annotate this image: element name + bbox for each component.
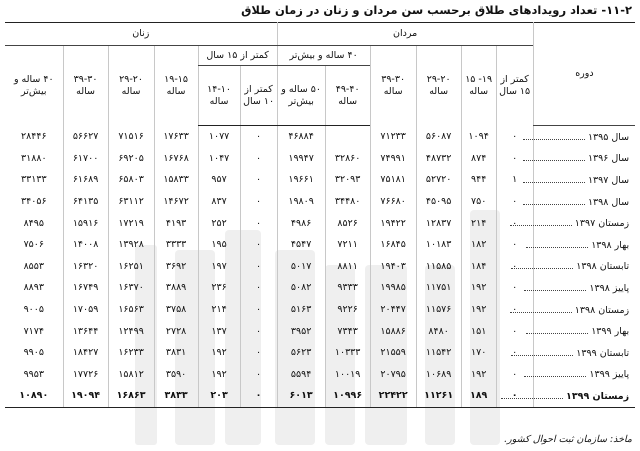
header-men-15-19: ۱۹- ۱۵ ساله	[461, 46, 496, 126]
men-value-cell: ۰	[496, 320, 533, 342]
period-label: بهار ۱۳۹۹	[591, 326, 630, 338]
men-value-cell: ۱۱۷۵۱	[416, 277, 461, 299]
period-cell	[533, 277, 635, 299]
men-value-cell: ۲۱۵۵۹	[370, 342, 416, 364]
women-value-cell: ۱۰۴۷	[198, 148, 240, 170]
women-value-cell: ۷۱۵۱۶	[108, 126, 154, 148]
women-value-cell: ۱۶۵۶۳	[108, 299, 154, 321]
women-value-cell: ۱۴۶۷۲	[154, 191, 198, 213]
men-value-cell: ۱۹۲	[461, 277, 496, 299]
period-cell	[533, 342, 635, 364]
women-value-cell: ۰	[240, 234, 277, 256]
women-value-cell: ۰	[240, 191, 277, 213]
table-row	[5, 126, 635, 148]
header-men: مردان	[277, 23, 533, 46]
men-value-cell: ۱۰۹۴	[461, 126, 496, 148]
header-women-20-29: ۲۹-۲۰ ساله	[108, 46, 154, 126]
men-value-cell: ۱۶۸۴۵	[370, 234, 416, 256]
men-value-cell: ۵۱۶۳	[277, 299, 325, 321]
women-value-cell: ۰	[240, 320, 277, 342]
header-men-40-plus: ۴۰ ساله و بیش‌تر	[277, 46, 370, 66]
period-label: زمستان ۱۳۹۹	[566, 390, 630, 402]
men-value-cell: ۱۱۵۷۶	[416, 299, 461, 321]
period-label: سال ۱۳۹۶	[587, 153, 630, 165]
period-cell	[533, 299, 635, 321]
men-value-cell: ۰	[496, 148, 533, 170]
women-value-cell: ۱۹۵	[198, 234, 240, 256]
leader-dots	[524, 282, 586, 291]
leader-dots	[523, 131, 585, 140]
men-value-cell: ۸۵۲۶	[325, 212, 370, 234]
men-value-cell: ۱۸۴	[461, 256, 496, 278]
women-value-cell: ۲۸۴۴۶	[21, 131, 47, 143]
leader-dots	[511, 260, 573, 269]
header-men-30-39: ۳۹-۳۰ ساله	[370, 46, 416, 126]
table-row	[5, 364, 635, 386]
men-value-cell: ۷۴۹۹۱	[370, 148, 416, 170]
men-value-cell: ۴۵۴۷	[277, 234, 325, 256]
women-value-cell: ۸۳۷	[198, 191, 240, 213]
period-cell	[533, 169, 635, 191]
men-value-cell: ۵۶۲۳	[277, 342, 325, 364]
period-label: سال ۱۳۹۸	[587, 196, 630, 208]
men-value-cell: ۷۳۴۳	[325, 320, 370, 342]
header-period: دوره	[533, 23, 635, 126]
men-value-cell: ۸۴۸۰	[416, 320, 461, 342]
period-label: زمستان ۱۳۹۷	[574, 218, 630, 230]
header-men-50-plus: ۵۰ ساله و بیش‌تر	[277, 66, 325, 126]
women-value-cell: ۳۴۰۵۶	[21, 196, 47, 208]
men-value-cell: ۱۱۲۶۱	[416, 385, 461, 407]
women-value-cell: ۰	[240, 212, 277, 234]
men-value-cell: ۵۰۸۲	[277, 277, 325, 299]
men-value-cell: ۱۸۲	[461, 234, 496, 256]
men-value-cell: ۱۰۰۱۹	[325, 364, 370, 386]
men-value-cell: ۰	[496, 126, 533, 148]
women-value-cell: ۱۵۹۱۶	[63, 212, 108, 234]
men-value-cell: ۱۸۹	[461, 385, 496, 407]
women-value-cell: ۶۳۱۱۲	[108, 191, 154, 213]
women-value-cell: ۳۶۹۲	[154, 256, 198, 278]
table-row	[5, 277, 635, 299]
leader-dots	[523, 174, 585, 183]
table-row	[5, 256, 635, 278]
table-row	[5, 299, 635, 321]
women-value-cell: ۱۶۸۶۳	[108, 385, 154, 407]
women-value-cell: ۱۰۸۹۰	[5, 385, 63, 407]
men-value-cell: ۴۶۸۸۴	[277, 126, 325, 148]
women-value-cell: ۱۷۰۵۹	[63, 299, 108, 321]
women-value-cell: ۸۸۹۳	[23, 282, 44, 294]
men-value-cell: ۰	[496, 299, 533, 321]
women-value-cell: ۰	[240, 277, 277, 299]
women-value-cell: ۹۰۰۵	[23, 304, 44, 316]
women-value-cell: ۱۰۷۷	[198, 126, 240, 148]
table-row	[5, 234, 635, 256]
men-value-cell: ۱۹۹۴۷	[277, 148, 325, 170]
women-value-cell: ۳۳۱۳۳	[21, 174, 47, 186]
men-value-cell: ۴۵۰۹۵	[416, 191, 461, 213]
men-value-cell: ۱۵۸۸۶	[370, 320, 416, 342]
women-value-cell: ۲۵۲	[198, 212, 240, 234]
period-label: پاییز ۱۳۹۸	[589, 282, 630, 294]
women-value-cell: ۲۰۳	[198, 385, 240, 407]
men-value-cell: ۵۰۱۷	[277, 256, 325, 278]
men-value-cell: ۷۲۱۱	[325, 234, 370, 256]
leader-dots	[526, 239, 588, 248]
leader-dots	[511, 347, 573, 356]
women-value-cell: ۱۹۲	[198, 364, 240, 386]
men-value-cell: ۵۵۹۴	[277, 364, 325, 386]
men-value-cell: ۶۰۱۳	[277, 385, 325, 407]
period-label: سال ۱۳۹۷	[587, 174, 630, 186]
men-value-cell: ۷۱۲۳۳	[370, 126, 416, 148]
leader-dots	[526, 325, 588, 334]
women-value-cell: ۱۷۷۲۶	[63, 364, 108, 386]
women-value-cell: ۸۴۹۵	[23, 217, 44, 229]
table-row	[5, 320, 635, 342]
divorce-table	[5, 22, 635, 408]
men-value-cell: ۹۳۳۳	[325, 277, 370, 299]
women-value-cell: ۴۱۹۳	[154, 212, 198, 234]
men-value-cell: ۱۱۵۸۵	[416, 256, 461, 278]
men-value-cell: ۱۰۳۳۳	[325, 342, 370, 364]
women-value-cell: ۶۴۱۳۵	[63, 191, 108, 213]
women-value-cell: ۸۵۵۳	[23, 260, 44, 272]
women-value-cell: ۱۷۲۱۹	[108, 212, 154, 234]
table-row	[5, 191, 635, 213]
men-value-cell: ۵۲۷۲۰	[416, 169, 461, 191]
men-value-cell: ۰	[496, 234, 533, 256]
women-value-cell: ۷۱۷۴	[23, 325, 44, 337]
period-label: تابستان ۱۳۹۹	[576, 347, 630, 359]
men-value-cell: ۰	[496, 277, 533, 299]
men-value-cell: ۳۴۴۸۰	[325, 191, 370, 213]
leader-dots	[510, 304, 572, 313]
men-value-cell: ۱۹۴۲۲	[370, 212, 416, 234]
women-value-cell: ۷۵۰۶	[23, 239, 44, 251]
women-value-cell: ۳۸۳۱	[154, 342, 198, 364]
women-value-cell: ۱۵۸۳۳	[154, 169, 198, 191]
men-value-cell: ۱۰۱۸۳	[416, 234, 461, 256]
header-women: زنان	[5, 23, 277, 46]
period-cell	[533, 234, 635, 256]
table-row	[5, 212, 635, 234]
header-women-10-14: ۱۴-۱۰ ساله	[198, 66, 240, 126]
period-label: پاییز ۱۳۹۹	[589, 369, 630, 381]
women-value-cell: ۱۹۲	[198, 342, 240, 364]
men-value-cell: ۰	[496, 191, 533, 213]
women-value-cell: ۱۶۳۲۰	[63, 256, 108, 278]
men-value-cell: ۱	[496, 169, 533, 191]
women-value-cell: ۱۷۶۳۳	[154, 126, 198, 148]
leader-dots	[523, 152, 585, 161]
period-cell	[533, 364, 635, 386]
men-value-cell: ۳۹۵۲	[277, 320, 325, 342]
women-value-cell: ۳۳۳۳	[154, 234, 198, 256]
women-value-cell: ۱۳۶۴۴	[63, 320, 108, 342]
men-value-cell: ۱۹۲	[461, 364, 496, 386]
women-value-cell: ۱۸۴۲۷	[63, 342, 108, 364]
men-value-cell: ۷۵۰	[461, 191, 496, 213]
women-value-cell: ۰	[240, 126, 277, 148]
men-value-cell: ۱۰۹۹۶	[325, 385, 370, 407]
women-value-cell: ۲۷۲۸	[154, 320, 198, 342]
women-value-cell: ۱۶۲۵۱	[108, 256, 154, 278]
men-value-cell: ۰	[496, 385, 533, 407]
women-value-cell: ۱۶۲۳۳	[108, 342, 154, 364]
men-value-cell: ۸۸۱۱	[325, 256, 370, 278]
men-value-cell: ۲۰۴۴۷	[370, 299, 416, 321]
period-label: زمستان ۱۳۹۸	[574, 304, 630, 316]
women-value-cell: ۳۱۸۸۰	[21, 152, 47, 164]
women-value-cell: ۱۲۴۹۹	[108, 320, 154, 342]
women-value-cell: ۱۹۰۹۴	[63, 385, 108, 407]
men-value-cell: ۳۲۸۶۰	[325, 148, 370, 170]
women-value-cell: ۹۹۰۵	[23, 347, 44, 359]
women-value-cell: ۰	[240, 148, 277, 170]
header-men-20-29: ۲۹-۲۰ ساله	[416, 46, 461, 126]
header-men-under-15: کمتر از ۱۵ سال	[496, 46, 533, 126]
women-value-cell: ۰	[240, 364, 277, 386]
women-value-cell: ۶۱۷۰۰	[63, 148, 108, 170]
men-value-cell: ۱۹۴۰۳	[370, 256, 416, 278]
men-value-cell: ۱۱۵۴۲	[416, 342, 461, 364]
men-value-cell: ۲۱۴	[461, 212, 496, 234]
women-value-cell: ۰	[240, 256, 277, 278]
women-value-cell: ۱۵۸۱۲	[108, 364, 154, 386]
table-row	[5, 342, 635, 364]
men-value-cell: ۳۲۰۹۳	[325, 169, 370, 191]
men-value-cell: ۱۲۸۳۷	[416, 212, 461, 234]
period-cell	[533, 191, 635, 213]
men-value-cell: ۱۷۰	[461, 342, 496, 364]
period-cell	[533, 126, 635, 148]
source-note: ماخذ: سازمان ثبت احوال کشور.	[504, 434, 632, 445]
table-row-total	[5, 385, 635, 407]
women-value-cell: ۱۶۷۴۹	[63, 277, 108, 299]
leader-dots	[523, 196, 585, 205]
men-value-cell: ۴۸۷۳۲	[416, 148, 461, 170]
header-women-40-plus: ۴۰ ساله و بیش‌تر	[13, 73, 54, 97]
women-value-cell: ۱۶۳۷۰	[108, 277, 154, 299]
women-value-cell: ۹۹۵۳	[23, 368, 44, 380]
period-label: بهار ۱۳۹۸	[591, 239, 630, 251]
women-value-cell: ۵۶۶۲۷	[63, 126, 108, 148]
men-value-cell: ۲۲۴۲۲	[370, 385, 416, 407]
women-value-cell: ۳۷۵۸	[154, 299, 198, 321]
women-value-cell: ۱۳۹۲۸	[108, 234, 154, 256]
period-cell	[533, 320, 635, 342]
men-value-cell: ۱۹۶۶۱	[277, 169, 325, 191]
women-value-cell: ۰	[240, 385, 277, 407]
period-label: سال ۱۳۹۵	[587, 131, 630, 143]
men-value-cell: ۱۹۲	[461, 299, 496, 321]
period-cell	[533, 385, 635, 407]
period-cell	[533, 256, 635, 278]
men-value-cell: ۰	[496, 364, 533, 386]
men-value-cell: ۵۶۰۸۷	[416, 126, 461, 148]
table-body	[5, 126, 635, 408]
men-value-cell: ۰	[496, 212, 533, 234]
women-value-cell: ۱۴۰۰۸	[63, 234, 108, 256]
header-women-30-39: ۳۹-۳۰ ساله	[63, 46, 108, 126]
period-cell	[533, 148, 635, 170]
women-value-cell: ۰	[240, 342, 277, 364]
table-title: ۱۱-۲- تعداد رویدادهای طلاق برحسب سن مردان و زنان در زمان طلاق	[241, 3, 632, 17]
women-value-cell: ۱۶۷۶۸	[154, 148, 198, 170]
men-value-cell: ۰	[496, 342, 533, 364]
women-value-cell: ۳۵۹۰	[154, 364, 198, 386]
women-value-cell: ۶۹۲۰۵	[108, 148, 154, 170]
women-value-cell: ۳۸۸۹	[154, 277, 198, 299]
leader-dots	[510, 217, 572, 226]
women-value-cell: ۰	[240, 169, 277, 191]
men-value-cell: ۰	[496, 256, 533, 278]
women-value-cell: ۲۳۶	[198, 277, 240, 299]
men-value-cell: ۷۵۱۸۱	[370, 169, 416, 191]
men-value-cell: ۱۰۶۸۹	[416, 364, 461, 386]
men-value-cell: ۷۶۶۸۰	[370, 191, 416, 213]
men-value-cell: ۱۵۱	[461, 320, 496, 342]
men-value-cell: ۱۹۸۰۹	[277, 191, 325, 213]
header-men-40-49: ۴۹-۴۰ ساله	[325, 66, 370, 126]
men-value-cell: ۹۴۴	[461, 169, 496, 191]
period-cell	[533, 212, 635, 234]
header-women-under-10: کمتر از ۱۰ سال	[240, 66, 277, 126]
women-value-cell: ۶۱۶۸۹	[63, 169, 108, 191]
men-value-cell: ۲۰۷۹۵	[370, 364, 416, 386]
men-value-cell	[325, 126, 370, 148]
table-row	[5, 169, 635, 191]
men-value-cell: ۸۷۴	[461, 148, 496, 170]
women-value-cell: ۱۹۷	[198, 256, 240, 278]
men-value-cell: ۱۹۹۸۵	[370, 277, 416, 299]
men-value-cell: ۹۲۲۶	[325, 299, 370, 321]
women-value-cell: ۳۸۳۳	[154, 385, 198, 407]
women-value-cell: ۹۵۷	[198, 169, 240, 191]
men-value-cell: ۴۹۸۶	[277, 212, 325, 234]
women-value-cell: ۰	[240, 299, 277, 321]
table-row	[5, 148, 635, 170]
header-women-15-19: ۱۹-۱۵ ساله	[154, 46, 198, 126]
leader-dots	[524, 368, 586, 377]
women-value-cell: ۲۱۴	[198, 299, 240, 321]
header-women-under-15: کمتر از ۱۵ سال	[198, 46, 277, 66]
period-label: تابستان ۱۳۹۸	[576, 261, 630, 273]
leader-dots	[501, 390, 563, 399]
women-value-cell: ۶۵۸۰۳	[108, 169, 154, 191]
women-value-cell: ۱۳۷	[198, 320, 240, 342]
